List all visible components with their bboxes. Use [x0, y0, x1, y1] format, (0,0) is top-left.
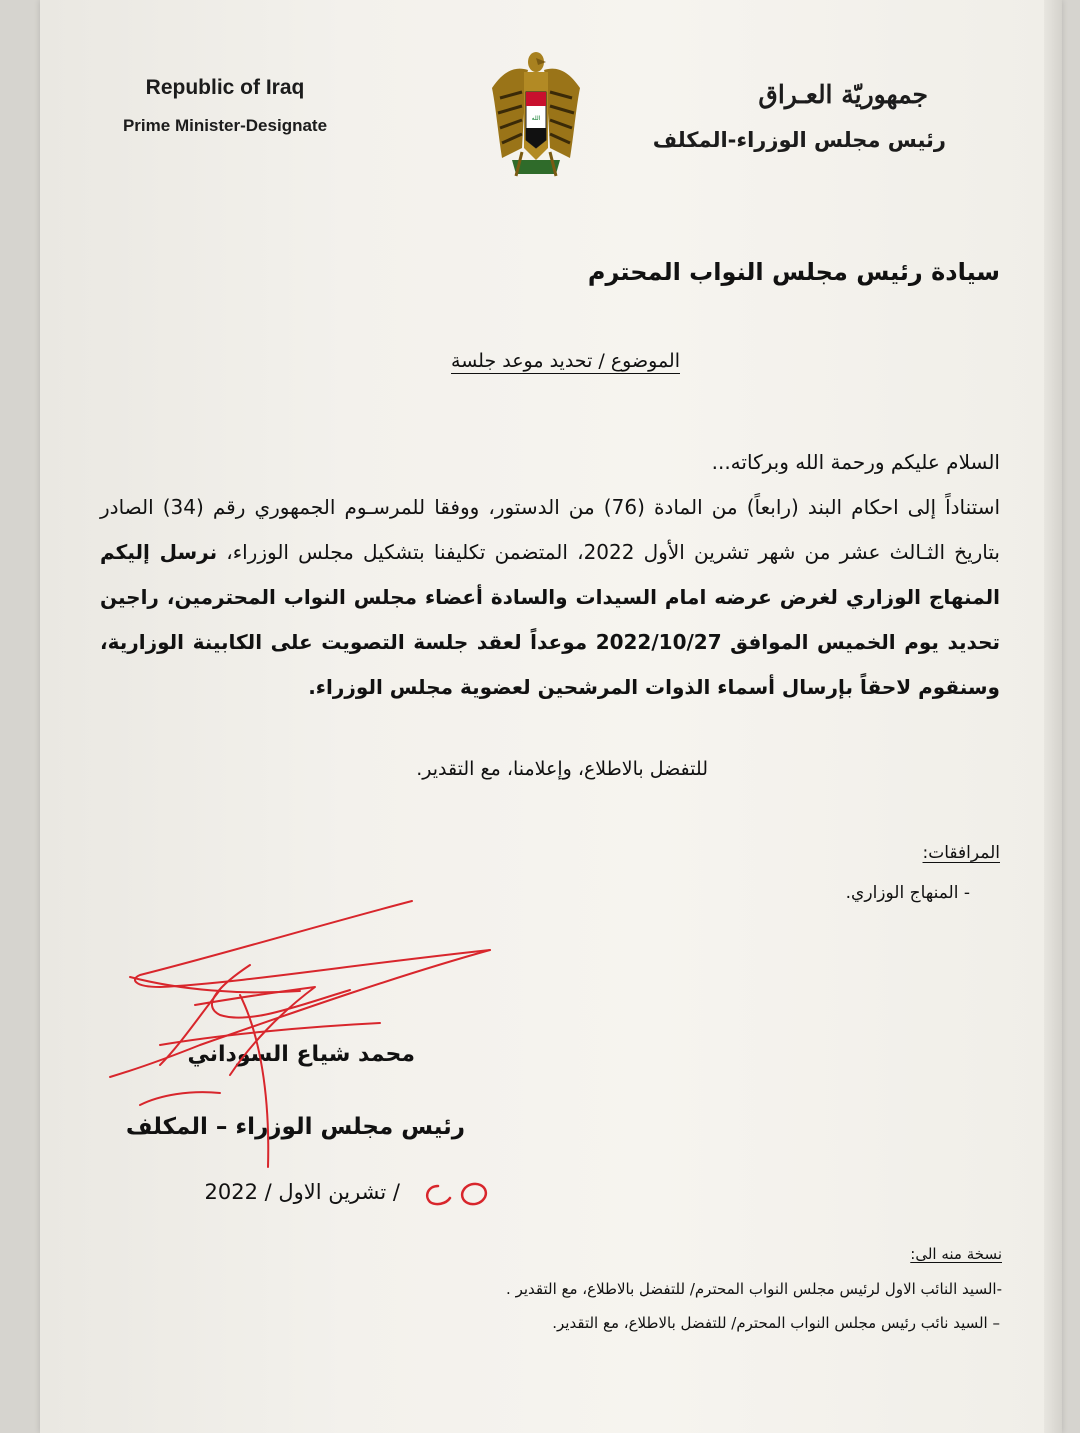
- greeting: السلام عليكم ورحمة الله وبركاته...: [711, 450, 1000, 474]
- copies-label: نسخة منه الى:: [910, 1245, 1002, 1263]
- iraq-eagle-emblem-icon: [486, 48, 586, 184]
- letterhead-ar-subtitle: رئيس مجلس الوزراء-المكلف: [652, 128, 946, 152]
- svg-text:الله: الله: [531, 115, 541, 122]
- body-text-plain: استناداً إلى احكام البند (رابعاً) من المادة (76) من الدستور، ووفقا للمرسـوم الجمهوري رقم (34) الصادر بتاريخ الثـالث عشر من شهر تشرين الأول 2022، المتضمن تكليفنا بتشكيل مجلس الوزراء،: [100, 495, 1001, 564]
- copy-recipient: – السيد نائب رئيس مجلس النواب المحترم/ للتفضل بالاطلاع، مع التقدير.: [552, 1314, 1000, 1332]
- letterhead-en-subtitle: Prime Minister-Designate: [122, 116, 328, 135]
- letter-page: [40, 0, 1062, 1433]
- subject-line: الموضوع / تحديد موعد جلسة: [451, 350, 680, 372]
- letterhead-ar-title: جمهوريّة العـراق: [758, 80, 928, 109]
- signatory-name: محمد شياع السوداني: [187, 1042, 415, 1067]
- addressee: سيادة رئيس مجلس النواب المحترم: [587, 258, 1000, 286]
- copy-recipient: -السيد النائب الاول لرئيس مجلس النواب المحترم/ للتفضل بالاطلاع، مع التقدير .: [506, 1280, 1002, 1298]
- signature-date: / تشرين الاول / 2022: [204, 1180, 400, 1204]
- attachments-label: المرافقات:: [922, 843, 1000, 863]
- letterhead-en-title: Republic of Iraq: [145, 76, 305, 99]
- attachment-item: - المنهاج الوزاري.: [845, 883, 970, 903]
- letter-body: [100, 440, 1000, 710]
- signatory-title: رئيس مجلس الوزراء – المكلف: [125, 1114, 465, 1140]
- handwritten-day-number: [420, 1172, 500, 1212]
- body-text-bold: نرسل إليكم المنهاج الوزاري لغرض عرضه امام السيدات والسادة أعضاء مجلس النواب المحترمين، راجين تحديد يوم الخميس الموافق 2022/10/27 موعداً لعقد جلسة التصويت على الكابينة الوزارية، وسنقوم لاحقاً بإرسال أسماء الذوات المرشحين لعضوية مجلس الوزراء.: [100, 540, 1000, 699]
- closing-line: للتفضل بالاطلاع، وإعلامنا، مع التقدير.: [416, 758, 708, 780]
- paper-edge-shadow: [1044, 0, 1062, 1433]
